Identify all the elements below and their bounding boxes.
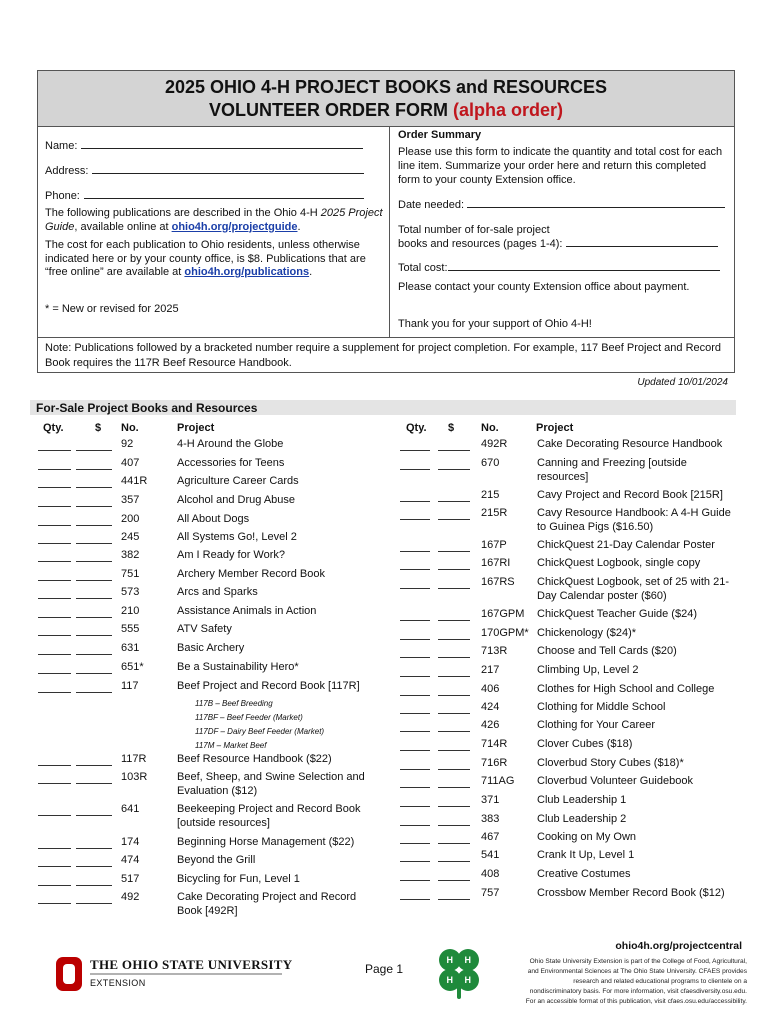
item-number: 371 — [481, 794, 500, 806]
item-number: 474 — [121, 854, 140, 866]
item-number: 424 — [481, 701, 500, 713]
item-project: Cloverbud Volunteer Guidebook — [537, 775, 693, 787]
publications-link[interactable]: ohio4h.org/publications — [184, 266, 310, 278]
item-number: 167RI — [481, 557, 511, 569]
item-number: 92 — [121, 438, 134, 450]
right-no-header: No. — [481, 422, 499, 434]
cost-blank[interactable] — [438, 861, 470, 862]
left-cost-header: $ — [95, 422, 102, 434]
item-project: Beef Project and Record Book [117R] — [177, 680, 360, 692]
qty-blank[interactable] — [400, 787, 430, 788]
qty-blank[interactable] — [38, 598, 71, 599]
qty-blank[interactable] — [38, 885, 71, 886]
total-number-field[interactable]: books and resources (pages 1-4): — [398, 237, 728, 251]
item-project: Clothing for Your Career — [537, 719, 656, 731]
qty-blank[interactable] — [400, 731, 430, 732]
item-project: All About Dogs — [177, 513, 250, 525]
qty-blank[interactable] — [38, 654, 71, 655]
qty-blank[interactable] — [38, 815, 71, 816]
qty-blank[interactable] — [400, 588, 430, 589]
item-project: Agriculture Career Cards — [177, 475, 299, 487]
address-field[interactable]: Address: — [45, 164, 364, 177]
qty-blank[interactable] — [400, 551, 430, 552]
section-title: For-Sale Project Books and Resources — [36, 401, 258, 415]
qty-blank[interactable] — [400, 501, 430, 502]
item-project: Choose and Tell Cards ($20) — [537, 645, 677, 657]
item-project: Cake Decorating Resource Handbook — [537, 438, 723, 450]
nondiscrimination-statement: Ohio State University Extension is part of the College of Food, Agricultural, and Environmental Sciences at The Ohio State University. CFAES provides research and related educational programs to clientele on a nondiscriminatory basis. For more information, visit cfaesdiversity.osu.edu. For an accessible format of this publication, visit cfaes.osu.edu/accessibility. — [525, 958, 747, 1005]
svg-text:H: H — [446, 975, 453, 985]
qty-blank[interactable] — [38, 903, 71, 904]
cost-blank[interactable] — [76, 885, 112, 886]
cost-blank[interactable] — [76, 487, 112, 488]
item-project: ChickQuest 21-Day Calendar Poster — [537, 539, 715, 551]
item-number: 167GPM — [481, 608, 525, 620]
qty-blank[interactable] — [400, 861, 430, 862]
supplement-note: Note: Publications followed by a bracketed number require a supplement for project completion. For example, 117 Beef Project and Record Book requires the 117R Beef Resource Handbook. — [38, 337, 734, 373]
item-number: 555 — [121, 623, 140, 635]
cost-blank[interactable] — [76, 673, 112, 674]
qty-blank[interactable] — [400, 695, 430, 696]
item-project: Alcohol and Drug Abuse — [177, 494, 296, 506]
item-number: 217 — [481, 664, 500, 676]
qty-blank[interactable] — [400, 806, 430, 807]
item-project: All Systems Go!, Level 2 — [177, 531, 297, 543]
cost-blank[interactable] — [438, 639, 470, 640]
item-number: 714R — [481, 738, 508, 750]
qty-blank[interactable] — [400, 620, 430, 621]
qty-blank[interactable] — [38, 635, 71, 636]
cost-blank[interactable] — [76, 783, 112, 784]
qty-blank[interactable] — [400, 676, 430, 677]
item-project: Clothes for High School and College — [537, 683, 715, 695]
item-number: 492 — [121, 891, 140, 903]
item-project: ChickQuest Teacher Guide ($24) — [537, 608, 697, 620]
qty-blank[interactable] — [38, 450, 71, 451]
cost-blank[interactable] — [438, 806, 470, 807]
item-project: Cooking on My Own — [537, 831, 637, 843]
item-number: 245 — [121, 531, 140, 543]
cost-blank[interactable] — [438, 899, 470, 900]
order-summary-heading: Order Summary — [398, 129, 482, 141]
cost-blank[interactable] — [438, 750, 470, 751]
project-guide-description: The following publications are described in the Ohio 4-H 2025 Project Guide, available online at ohio4h.org/projectguide. — [45, 207, 383, 233]
item-project: Am I Ready for Work? — [177, 549, 285, 561]
item-project: Beef Resource Handbook ($22) — [177, 753, 332, 765]
cost-blank[interactable] — [438, 825, 470, 826]
osu-extension-logo — [56, 955, 296, 995]
cost-blank[interactable] — [438, 501, 470, 502]
item-project: Archery Member Record Book — [177, 568, 325, 580]
qty-blank[interactable] — [38, 525, 71, 526]
cost-blank[interactable] — [438, 843, 470, 844]
qty-blank[interactable] — [400, 713, 430, 714]
item-project: Crossbow Member Record Book ($12) — [537, 887, 725, 899]
item-number: 541 — [481, 849, 500, 861]
total-cost-field[interactable]: Total cost: — [398, 261, 728, 275]
cost-description: The cost for each publication to Ohio residents, unless otherwise indicated here or by your county office, is $8. Publications that are “free online” are available at ohio4h.org/publications. — [45, 239, 366, 278]
cost-blank[interactable] — [438, 713, 470, 714]
item-project: Clover Cubes ($18) — [537, 738, 633, 750]
cost-blank[interactable] — [438, 695, 470, 696]
svg-text:H: H — [446, 955, 453, 965]
left-project-header: Project — [177, 422, 215, 434]
cost-blank[interactable] — [438, 620, 470, 621]
cost-blank[interactable] — [76, 598, 112, 599]
item-project: Accessories for Teens — [177, 457, 285, 469]
phone-field[interactable]: Phone: — [45, 189, 364, 202]
section-header — [30, 400, 736, 415]
item-number: 167RS — [481, 576, 515, 588]
cost-blank[interactable] — [76, 654, 112, 655]
qty-blank[interactable] — [400, 880, 430, 881]
date-needed-field[interactable]: Date needed: — [398, 198, 728, 212]
item-number: 651* — [121, 661, 144, 673]
beef-subitem: 117BF – Beef Feeder (Market) — [195, 713, 303, 722]
payment-contact-note: Please contact your county Extension office about payment. — [398, 281, 690, 293]
cost-blank[interactable] — [438, 769, 470, 770]
qty-blank[interactable] — [400, 899, 430, 900]
cost-blank[interactable] — [438, 569, 470, 570]
item-number: 492R — [481, 438, 508, 450]
qty-blank[interactable] — [38, 506, 71, 507]
item-project: Bicycling for Fun, Level 1 — [177, 873, 300, 885]
4h-clover-icon — [432, 945, 486, 999]
cost-blank[interactable] — [76, 506, 112, 507]
qty-blank[interactable] — [400, 469, 430, 470]
item-project: Cake Decorating Project and Record Book [492R] — [177, 891, 357, 917]
qty-blank[interactable] — [400, 657, 430, 658]
item-project: Clothing for Middle School — [537, 701, 666, 713]
item-number: 383 — [481, 813, 500, 825]
item-project: Arcs and Sparks — [177, 586, 258, 598]
item-project: Chickenology ($24)* — [537, 627, 637, 639]
item-number: 716R — [481, 757, 508, 769]
item-number: 670 — [481, 457, 500, 469]
qty-blank[interactable] — [38, 783, 71, 784]
cost-blank[interactable] — [438, 731, 470, 732]
order-instructions: Please use this form to indicate the quantity and total cost for each line item. Summarize your order here and return this completed form to your county Extension office. — [398, 146, 723, 186]
item-number: 641 — [121, 803, 140, 815]
qty-blank[interactable] — [38, 561, 71, 562]
item-number: 467 — [481, 831, 500, 843]
right-cost-header: $ — [448, 422, 455, 434]
cost-blank[interactable] — [76, 469, 112, 470]
cost-blank[interactable] — [438, 657, 470, 658]
name-field[interactable]: Name: — [45, 139, 363, 152]
item-project: Club Leadership 1 — [537, 794, 627, 806]
qty-blank[interactable] — [38, 692, 71, 693]
item-project: Beyond the Grill — [177, 854, 256, 866]
qty-blank[interactable] — [400, 569, 430, 570]
beef-subitem: 117M – Market Beef — [195, 741, 267, 750]
item-number: 117R — [121, 753, 147, 765]
svg-text:H: H — [464, 955, 471, 965]
qty-blank[interactable] — [400, 769, 430, 770]
item-project: ATV Safety — [177, 623, 232, 635]
item-project: Beef, Sheep, and Swine Selection and Evaluation ($12) — [177, 771, 365, 797]
qty-blank[interactable] — [38, 673, 71, 674]
total-number-label: Total number of for-sale project — [398, 224, 550, 236]
item-project: Canning and Freezing [outside resources] — [537, 457, 687, 483]
item-project: Beekeeping Project and Record Book [outside resources] — [177, 803, 361, 829]
item-number: 174 — [121, 836, 140, 848]
cost-blank[interactable] — [438, 676, 470, 677]
item-project: Assistance Animals in Action — [177, 605, 317, 617]
new-revised-note: * = New or revised for 2025 — [45, 303, 179, 315]
cost-blank[interactable] — [438, 588, 470, 589]
item-project: Be a Sustainability Hero* — [177, 661, 299, 673]
item-number: 407 — [121, 457, 140, 469]
item-number: 517 — [121, 873, 140, 885]
project-guide-link[interactable]: ohio4h.org/projectguide — [171, 220, 298, 233]
item-number: 215R — [481, 507, 508, 519]
qty-blank[interactable] — [400, 843, 430, 844]
project-central-url[interactable]: ohio4h.org/projectcentral — [615, 940, 742, 952]
cost-blank[interactable] — [438, 450, 470, 451]
item-number: 167P — [481, 539, 507, 551]
cost-blank[interactable] — [76, 765, 112, 766]
qty-blank[interactable] — [38, 580, 71, 581]
cost-blank[interactable] — [76, 617, 112, 618]
item-project: ChickQuest Logbook, set of 25 with 21-Day Calendar poster ($60) — [537, 576, 729, 602]
cost-blank[interactable] — [76, 692, 112, 693]
beef-subitem: 117B – Beef Breeding — [195, 699, 273, 708]
qty-blank[interactable] — [400, 825, 430, 826]
svg-text:H: H — [464, 975, 471, 985]
item-project: Basic Archery — [177, 642, 245, 654]
thank-you-note: Thank you for your support of Ohio 4-H! — [398, 318, 592, 330]
item-project: Beginning Horse Management ($22) — [177, 836, 355, 848]
left-no-header: No. — [121, 422, 139, 434]
item-project: Cloverbud Story Cubes ($18)* — [537, 757, 684, 769]
item-number: 631 — [121, 642, 140, 654]
item-project: ChickQuest Logbook, single copy — [537, 557, 701, 569]
item-number: 757 — [481, 887, 500, 899]
qty-blank[interactable] — [38, 543, 71, 544]
order-form — [37, 70, 735, 373]
item-number: 210 — [121, 605, 140, 617]
cost-blank[interactable] — [76, 866, 112, 867]
item-number: 382 — [121, 549, 140, 561]
cost-blank[interactable] — [76, 543, 112, 544]
cost-blank[interactable] — [76, 450, 112, 451]
cost-blank[interactable] — [76, 848, 112, 849]
item-project: Cavy Project and Record Book [215R] — [537, 489, 723, 501]
item-number: 441R — [121, 475, 148, 487]
right-qty-header: Qty. — [406, 422, 427, 434]
left-qty-header: Qty. — [43, 422, 64, 434]
title-bar — [38, 71, 734, 127]
item-number: 357 — [121, 494, 140, 506]
item-project: Club Leadership 2 — [537, 813, 627, 825]
item-number: 713R — [481, 645, 508, 657]
cost-blank[interactable] — [438, 880, 470, 881]
cost-blank[interactable] — [76, 903, 112, 904]
osu-name: THE OHIO STATE UNIVERSITY — [90, 957, 293, 972]
item-number: 408 — [481, 868, 500, 880]
cost-blank[interactable] — [438, 787, 470, 788]
item-project: Cavy Resource Handbook: A 4-H Guide to Guinea Pigs ($16.50) — [537, 507, 731, 533]
osu-unit: EXTENSION — [90, 978, 146, 988]
item-project: 4-H Around the Globe — [177, 438, 284, 450]
item-number: 200 — [121, 513, 140, 525]
item-number: 117 — [121, 680, 139, 692]
cost-blank[interactable] — [76, 561, 112, 562]
qty-blank[interactable] — [400, 639, 430, 640]
qty-blank[interactable] — [400, 450, 430, 451]
cost-blank[interactable] — [438, 469, 470, 470]
form-title-line2: VOLUNTEER ORDER FORM (alpha order) — [208, 100, 564, 120]
item-project: Crank It Up, Level 1 — [537, 849, 635, 861]
item-project: Climbing Up, Level 2 — [537, 664, 639, 676]
qty-blank[interactable] — [400, 519, 430, 520]
updated-date: Updated 10/01/2024 — [637, 377, 728, 388]
cost-blank[interactable] — [76, 815, 112, 816]
qty-blank[interactable] — [38, 866, 71, 867]
item-number: 406 — [481, 683, 500, 695]
right-project-header: Project — [536, 422, 574, 434]
qty-blank[interactable] — [38, 617, 71, 618]
qty-blank[interactable] — [38, 765, 71, 766]
item-number: 751 — [121, 568, 140, 580]
item-number: 711AG — [481, 775, 515, 787]
qty-blank[interactable] — [400, 750, 430, 751]
item-number: 215 — [481, 489, 500, 501]
item-project: Creative Costumes — [537, 868, 631, 880]
page-number: Page 1 — [365, 962, 404, 976]
cost-blank[interactable] — [76, 635, 112, 636]
item-number: 573 — [121, 586, 140, 598]
customer-info-panel — [38, 127, 390, 337]
cost-blank[interactable] — [76, 525, 112, 526]
item-number: 170GPM* — [481, 627, 529, 639]
cost-blank[interactable] — [76, 580, 112, 581]
item-number: 103R — [121, 771, 148, 783]
cost-blank[interactable] — [438, 519, 470, 520]
qty-blank[interactable] — [38, 469, 71, 470]
beef-subitem: 117DF – Dairy Beef Feeder (Market) — [195, 727, 325, 736]
order-summary-panel — [390, 127, 734, 337]
alpha-order-label: (alpha order) — [453, 100, 564, 120]
qty-blank[interactable] — [38, 848, 71, 849]
cost-blank[interactable] — [438, 551, 470, 552]
form-title-line1: 2025 OHIO 4-H PROJECT BOOKS and RESOURCES — [164, 77, 608, 97]
item-number: 426 — [481, 719, 500, 731]
qty-blank[interactable] — [38, 487, 71, 488]
